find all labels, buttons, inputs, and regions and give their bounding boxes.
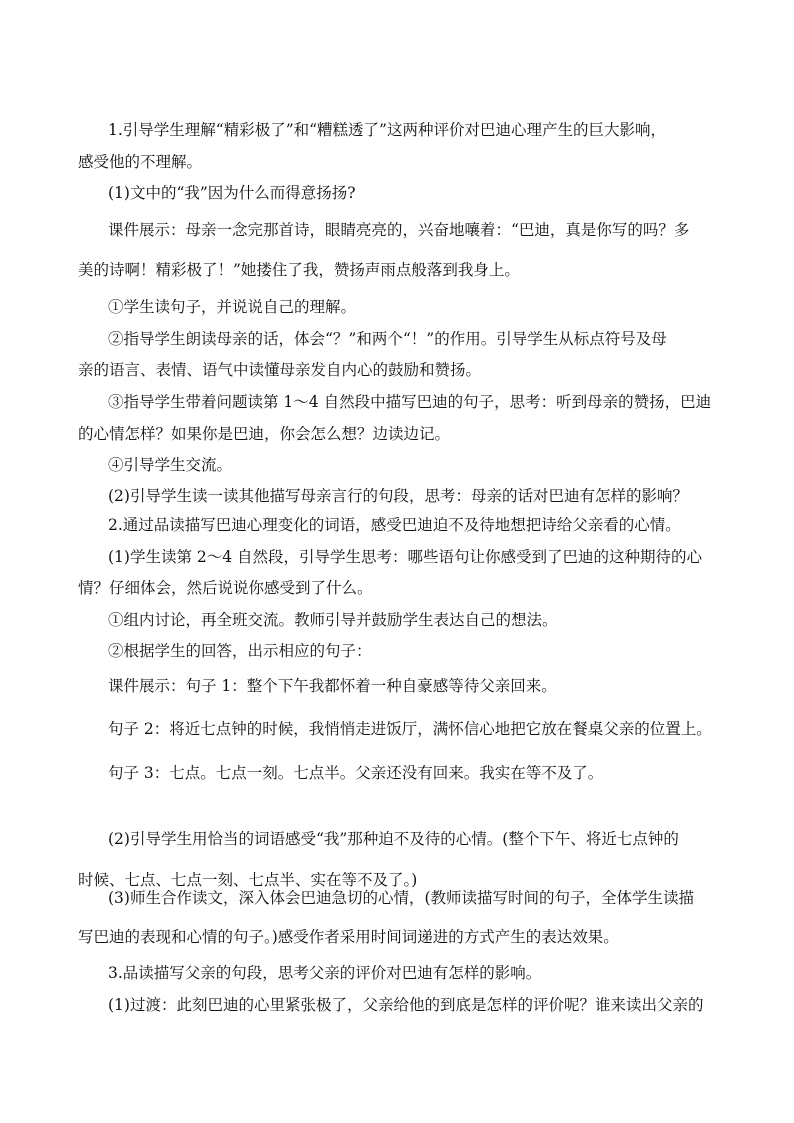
paragraph-line: 3.品读描写父亲的句段，思考父亲的评价对巴迪有怎样的影响。 <box>108 964 542 982</box>
paragraph-line: 写巴迪的表现和心情的句子。)感受作者采用时间词递进的方式产生的表达效果。 <box>78 928 619 946</box>
paragraph-line: (1)学生读第 2～4 自然段，引导学生思考：哪些语句让你感受到了巴迪的这种期待的心 <box>108 548 703 566</box>
paragraph-line: 课件展示：母亲一念完那首诗，眼睛亮亮的，兴奋地嚷着：“巴迪，真是你写的吗？多 <box>108 221 690 239</box>
paragraph-line: ④引导学生交流。 <box>108 456 233 474</box>
paragraph-line: (3)师生合作读文，深入体会巴迪急切的心情，(教师读描写时间的句子，全体学生读描 <box>108 889 695 907</box>
paragraph-line: 1.引导学生理解“精彩极了”和“糟糕透了”这两种评价对巴迪心理产生的巨大影响， <box>108 121 666 139</box>
paragraph-line: 亲的语言、表情、语气中读懂母亲发自内心的鼓励和赞扬。 <box>78 361 482 379</box>
paragraph-line: (1)文中的“我”因为什么而得意扬扬? <box>108 184 356 202</box>
paragraph-line: 美的诗啊！精彩极了！”她搂住了我，赞扬声雨点般落到我身上。 <box>78 261 520 279</box>
paragraph-line: ①组内讨论，再全班交流。教师引导并鼓励学生表达自己的想法。 <box>108 611 558 629</box>
paragraph-line: 句子 3：七点。七点一刻。七点半。父亲还没有回来。我实在等不及了。 <box>108 764 604 782</box>
paragraph-line: ③指导学生带着问题读第 1～4 自然段中描写巴迪的句子，思考：听到母亲的赞扬，巴迪 <box>108 393 712 411</box>
paragraph-line: (2)引导学生读一读其他描写母亲言行的句段，思考：母亲的话对巴迪有怎样的影响？ <box>108 487 688 505</box>
paragraph-line: ②根据学生的回答，出示相应的句子： <box>108 642 372 660</box>
paragraph-line: 感受他的不理解。 <box>78 153 203 171</box>
paragraph-line: ②指导学生朗读母亲的话，体会“？”和两个“！”的作用。引导学生从标点符号及母 <box>108 330 667 348</box>
paragraph-line: 句子 2：将近七点钟的时候，我悄悄走进饭厅，满怀信心地把它放在餐桌父亲的位置上。 <box>108 720 712 738</box>
paragraph-line: ①学生读句子，并说说自己的理解。 <box>108 298 357 316</box>
paragraph-line: 情？仔细体会，然后说说你感受到了什么。 <box>78 579 373 597</box>
paragraph-line: 的心情怎样？如果你是巴迪，你会怎么想？边读边记。 <box>78 425 451 443</box>
paragraph-line: 课件展示：句子 1：整个下午我都怀着一种自豪感等待父亲回来。 <box>108 677 557 695</box>
paragraph-line: (1)过渡：此刻巴迪的心里紧张极了，父亲给他的到底是怎样的评价呢？谁来读出父亲的 <box>108 996 704 1014</box>
paragraph-line: (2)引导学生用恰当的词语感受“我”那种迫不及待的心情。(整个下午、将近七点钟的 <box>108 830 679 848</box>
paragraph-line: 2.通过品读描写巴迪心理变化的词语，感受巴迪迫不及待地想把诗给父亲看的心情。 <box>108 516 681 534</box>
paragraph-line: 时候、七点、七点一刻、七点半、实在等不及了。) <box>78 871 418 889</box>
